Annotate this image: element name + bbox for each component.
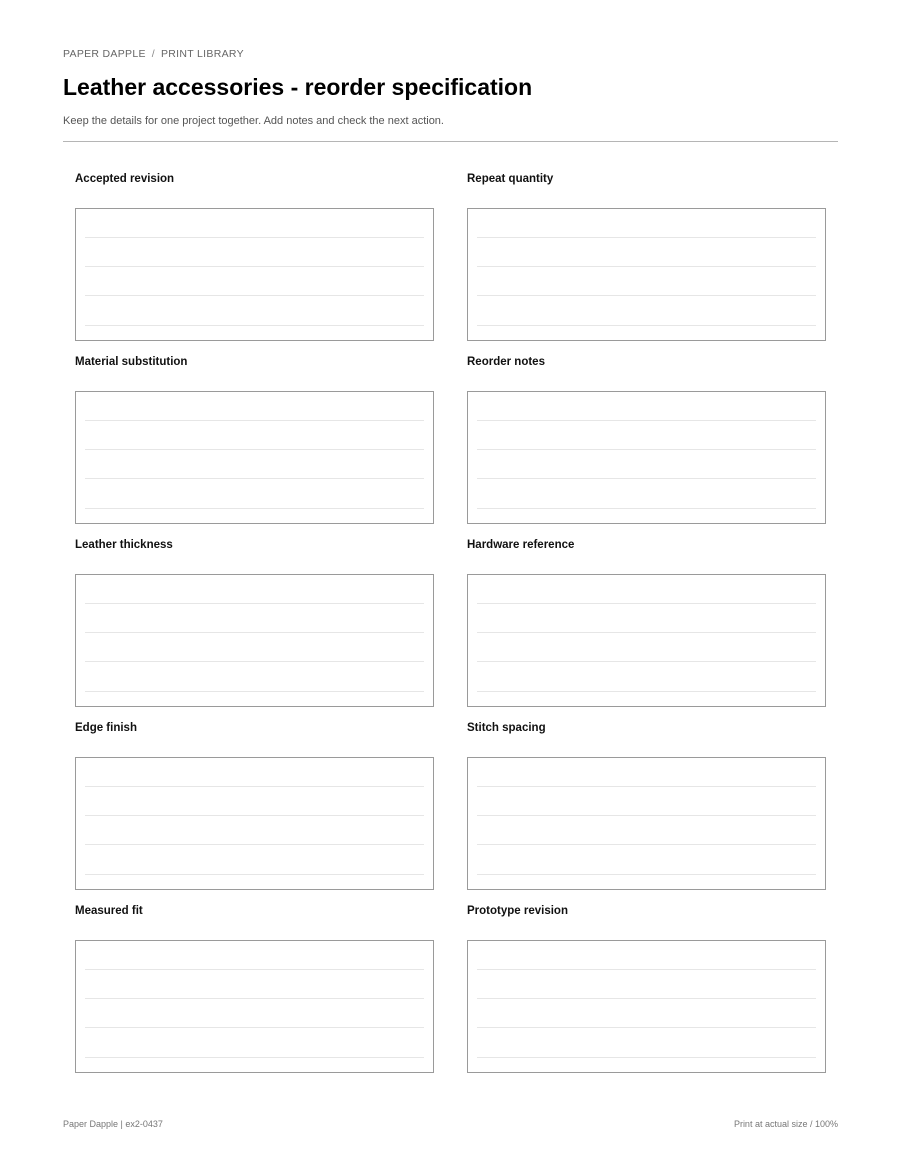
writing-line xyxy=(85,1027,424,1028)
notes-area[interactable] xyxy=(75,940,434,1073)
writing-line xyxy=(85,508,424,509)
notes-area[interactable] xyxy=(75,757,434,890)
writing-line xyxy=(85,786,424,787)
field-measured-fit xyxy=(75,903,434,1073)
page-subtitle: Keep the details for one project together. Add notes and check the next action. xyxy=(63,115,444,127)
notes-area[interactable] xyxy=(467,574,826,707)
field-hardware-reference xyxy=(467,537,826,707)
writing-line xyxy=(477,844,816,845)
writing-line xyxy=(477,632,816,633)
field-material-substitution xyxy=(75,354,434,524)
field-grid xyxy=(75,171,826,1073)
writing-line xyxy=(477,295,816,296)
field-accepted-revision xyxy=(75,171,434,341)
notes-area[interactable] xyxy=(467,391,826,524)
notes-area[interactable] xyxy=(75,574,434,707)
field-label: Reorder notes xyxy=(467,356,545,368)
writing-line xyxy=(477,449,816,450)
field-prototype-revision xyxy=(467,903,826,1073)
writing-line xyxy=(85,815,424,816)
writing-line xyxy=(85,420,424,421)
field-label: Leather thickness xyxy=(75,539,173,551)
writing-line xyxy=(85,325,424,326)
field-label: Stitch spacing xyxy=(467,722,546,734)
field-label: Accepted revision xyxy=(75,173,175,185)
writing-line xyxy=(477,603,816,604)
breadcrumb-item-library[interactable]: PRINT LIBRARY xyxy=(161,48,244,60)
field-label: Prototype revision xyxy=(467,905,568,917)
writing-line xyxy=(85,603,424,604)
field-label: Repeat quantity xyxy=(467,173,554,185)
writing-line xyxy=(477,661,816,662)
writing-line xyxy=(477,969,816,970)
writing-line xyxy=(85,998,424,999)
field-label: Measured fit xyxy=(75,905,143,917)
writing-line xyxy=(85,691,424,692)
writing-line xyxy=(477,998,816,999)
field-leather-thickness xyxy=(75,537,434,707)
breadcrumb-item-brand[interactable]: PAPER DAPPLE xyxy=(63,48,146,60)
writing-line xyxy=(477,420,816,421)
writing-line xyxy=(477,1027,816,1028)
field-repeat-quantity xyxy=(467,171,826,341)
field-label: Edge finish xyxy=(75,722,137,734)
notes-area[interactable] xyxy=(467,208,826,341)
page-title: Leather accessories - reorder specification xyxy=(63,74,533,100)
writing-line xyxy=(477,266,816,267)
notes-area[interactable] xyxy=(467,940,826,1073)
notes-area[interactable] xyxy=(75,391,434,524)
writing-line xyxy=(477,508,816,509)
field-label: Hardware reference xyxy=(467,539,575,551)
writing-line xyxy=(85,449,424,450)
header-divider xyxy=(63,141,838,142)
writing-line xyxy=(85,661,424,662)
footer-print-note: Print at actual size / 100% xyxy=(733,1119,838,1129)
writing-line xyxy=(85,295,424,296)
writing-line xyxy=(85,632,424,633)
footer-document-id: Paper Dapple | ex2-0437 xyxy=(63,1119,163,1129)
writing-line xyxy=(477,1057,816,1058)
writing-line xyxy=(477,815,816,816)
writing-line xyxy=(85,844,424,845)
writing-line xyxy=(85,266,424,267)
field-label: Material substitution xyxy=(75,356,188,368)
writing-line xyxy=(85,969,424,970)
writing-line xyxy=(477,237,816,238)
notes-area[interactable] xyxy=(75,208,434,341)
writing-line xyxy=(85,478,424,479)
field-edge-finish xyxy=(75,720,434,890)
field-reorder-notes xyxy=(467,354,826,524)
notes-area[interactable] xyxy=(467,757,826,890)
writing-line xyxy=(85,874,424,875)
breadcrumb xyxy=(63,48,244,60)
writing-line xyxy=(85,1057,424,1058)
writing-line xyxy=(477,786,816,787)
field-stitch-spacing xyxy=(467,720,826,890)
breadcrumb-separator: / xyxy=(151,48,155,60)
writing-line xyxy=(477,478,816,479)
writing-line xyxy=(85,237,424,238)
writing-line xyxy=(477,325,816,326)
writing-line xyxy=(477,691,816,692)
writing-line xyxy=(477,874,816,875)
